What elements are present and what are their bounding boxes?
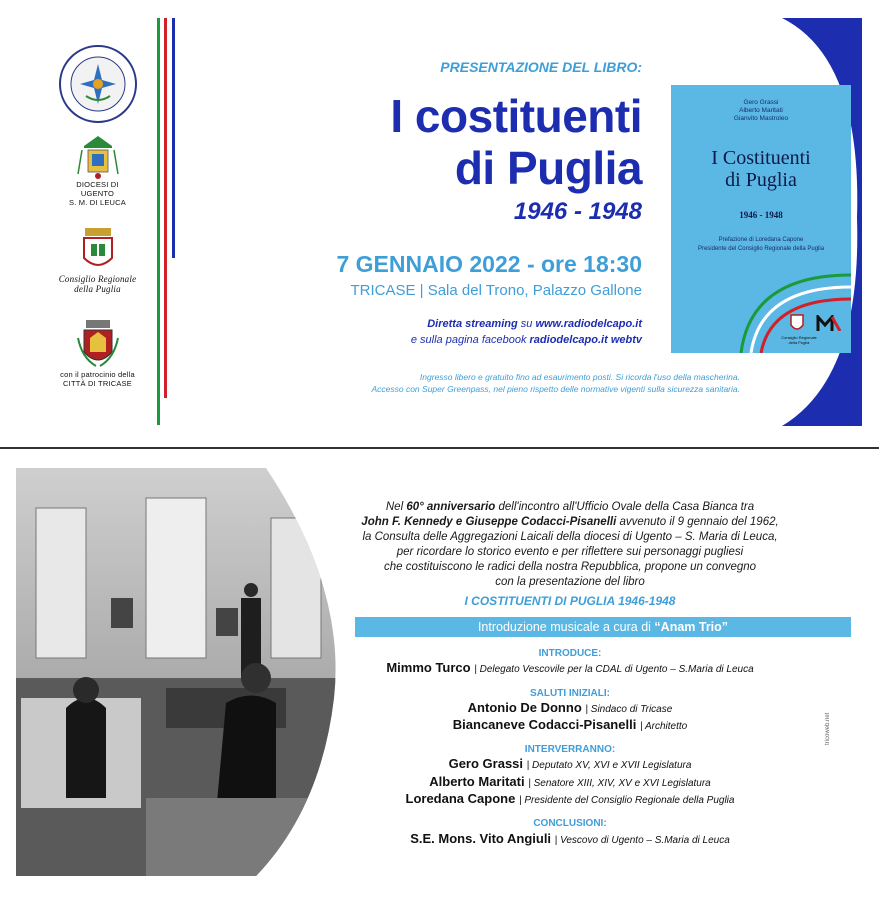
- intro-names: John F. Kennedy e Giuseppe Codacci-Pisanelli: [361, 516, 617, 528]
- kennedy-meeting-photo: [16, 468, 338, 876]
- presentation-label: PRESENTAZIONE DEL LIBRO:: [440, 59, 642, 75]
- tricase-caption-1: con il patrocinio della: [60, 370, 135, 379]
- cover-author-1: Gero Grassi: [743, 99, 779, 106]
- speaker-role: Senatore XIII, XIV, XV e XVI Legislatura: [533, 778, 711, 789]
- speaker-row: Gero Grassi | Deputato XV, XVI e XVII Legislatura: [448, 756, 692, 771]
- consiglio-regionale-logo: [45, 226, 150, 294]
- green-stripe: [157, 18, 160, 425]
- intro-anniversary: 60° anniversario: [406, 501, 496, 513]
- red-stripe: [164, 18, 167, 398]
- intro-line2-b: avvenuto il 9 gennaio del 1962,: [616, 516, 779, 528]
- tricase-coat-of-arms-icon: [76, 318, 120, 370]
- music-text-a: Introduzione musicale a cura di: [477, 620, 655, 634]
- cover-regional-shield-icon: [789, 313, 805, 333]
- speaker-name: Alberto Maritati: [429, 774, 525, 789]
- speaker-row: S.E. Mons. Vito Angiuli | Vescovo di Ugento – S.Maria di Leuca: [410, 831, 730, 846]
- blue-stripe: [172, 18, 175, 258]
- speaker-row: Mimmo Turco | Delegato Vescovile per la CDAL di Ugento – S.Maria di Leuca: [386, 660, 754, 675]
- facebook-page-link[interactable]: radiodelcapo.it webtv: [529, 334, 642, 346]
- speaker-name: Loredana Capone: [405, 791, 516, 806]
- facebook-label: e sulla pagina facebook: [410, 334, 530, 346]
- book-cover: [671, 85, 851, 353]
- speaker-name: Mimmo Turco: [386, 660, 471, 675]
- intro-line6: con la presentazione del libro: [495, 576, 645, 588]
- diocesi-caption-1: DIOCESI DI: [76, 180, 119, 189]
- intro-line2: [320, 515, 820, 531]
- interventi-label: INTERVERRANNO:: [524, 744, 616, 755]
- music-banner: [355, 617, 851, 637]
- intro-line1-a: Nel: [385, 501, 407, 513]
- notice-line2: Accesso con Super Greenpass, nel pieno rispetto delle normative vigenti sulla sicurezza sanitaria.: [371, 384, 740, 394]
- event-place: TRICASE | Sala del Trono, Palazzo Gallone: [350, 282, 642, 299]
- conclusioni-label: CONCLUSIONI:: [533, 818, 607, 829]
- streaming-connector: su: [517, 318, 536, 330]
- diocesi-caption-3: S. M. DI LEUCA: [69, 198, 126, 207]
- streaming-label: Diretta streaming: [427, 318, 518, 330]
- cover-years: 1946 - 1948: [739, 210, 783, 220]
- diocesi-logo: [45, 134, 150, 207]
- cover-publisher-label: Consiglio Regionale della Puglia: [781, 335, 817, 345]
- puglia-shield-icon: [81, 226, 115, 274]
- consulta-logo: [45, 44, 150, 124]
- consiglio-caption-1: Consiglio Regionale: [58, 274, 137, 284]
- watermark: tricoweb.net: [825, 712, 831, 745]
- speaker-role: Sindaco di Tricase: [590, 704, 673, 715]
- diocesi-caption-2: UGENTO: [80, 189, 115, 198]
- tricase-logo: [45, 318, 150, 388]
- speaker-name: Biancaneve Codacci-Pisanelli: [452, 717, 637, 732]
- book-title-line2: di Puglia: [454, 142, 642, 194]
- speaker-name: Antonio De Donno: [467, 700, 582, 715]
- cover-preface-1: Prefazione di Loredana Capone: [718, 237, 804, 243]
- speaker-role: Delegato Vescovile per la CDAL di Ugento – S.Maria di Leuca: [479, 664, 754, 675]
- notice-line1: Ingresso libero e gratuito fino ad esaurimento posti. Si ricorda l'uso della mascherina.: [419, 372, 740, 382]
- intro-line1-c: dell'incontro all'Ufficio Ovale della Casa Bianca tra: [495, 501, 755, 513]
- speaker-name: S.E. Mons. Vito Angiuli: [410, 831, 552, 846]
- intro-line4: per ricordare lo storico evento e per riflettere sui personaggi pugliesi: [396, 546, 744, 558]
- speaker-row: Antonio De Donno | Sindaco di Tricase: [467, 700, 673, 715]
- section-divider: [0, 447, 879, 449]
- intro-line1: [320, 500, 820, 516]
- streaming-line1: [230, 318, 642, 330]
- streaming-line2: [230, 334, 642, 346]
- saluti-label: SALUTI INIZIALI:: [530, 688, 610, 699]
- consiglio-caption-2: della Puglia: [74, 284, 121, 294]
- cover-author-3: Gianvito Mastroleo: [733, 115, 789, 122]
- introduce-label: INTRODUCE:: [538, 648, 602, 659]
- music-text: [355, 620, 851, 634]
- book-title-line1: I costituenti: [390, 90, 642, 142]
- cover-title-line1: I Costituenti: [711, 147, 811, 169]
- speaker-role: Deputato XV, XVI e XVII Legislatura: [532, 760, 692, 771]
- publisher-logo-icon: [816, 315, 842, 331]
- cover-author-2: Alberto Maritati: [739, 107, 783, 114]
- intro-line3: la Consulta delle Aggregazioni Laicali della diocesi di Ugento – S. Maria di Leuca,: [362, 531, 778, 543]
- speaker-row: Biancaneve Codacci-Pisanelli | Architetto: [452, 717, 688, 732]
- diocese-crest-icon: [76, 134, 120, 180]
- speaker-row: Loredana Capone | Presidente del Consiglio Regionale della Puglia: [405, 791, 735, 806]
- intro-book-title: I COSTITUENTI DI PUGLIA 1946-1948: [464, 594, 676, 608]
- cover-title: [671, 147, 851, 191]
- cover-preface-2: Presidente del Consiglio Regionale della Puglia: [697, 246, 825, 252]
- speaker-role: Vescovo di Ugento – S.Maria di Leuca: [560, 835, 730, 846]
- tricase-caption-2: CITTÀ DI TRICASE: [63, 379, 132, 388]
- streaming-url-link[interactable]: www.radiodelcapo.it: [535, 318, 642, 330]
- event-date: 7 GENNAIO 2022 - ore 18:30: [336, 251, 642, 277]
- book-years: 1946 - 1948: [513, 198, 642, 225]
- music-band: “Anam Trio”: [654, 620, 729, 634]
- intro-line5: che costituiscono le radici della nostra Repubblica, propone un convegno: [383, 561, 757, 573]
- cover-title-line2: di Puglia: [725, 169, 797, 191]
- speaker-role: Presidente del Consiglio Regionale della Puglia: [524, 795, 735, 806]
- speaker-row: Alberto Maritati | Senatore XIII, XIV, XV e XVI Legislatura: [429, 774, 711, 789]
- speaker-role: Architetto: [644, 721, 688, 732]
- speaker-name: Gero Grassi: [448, 756, 524, 771]
